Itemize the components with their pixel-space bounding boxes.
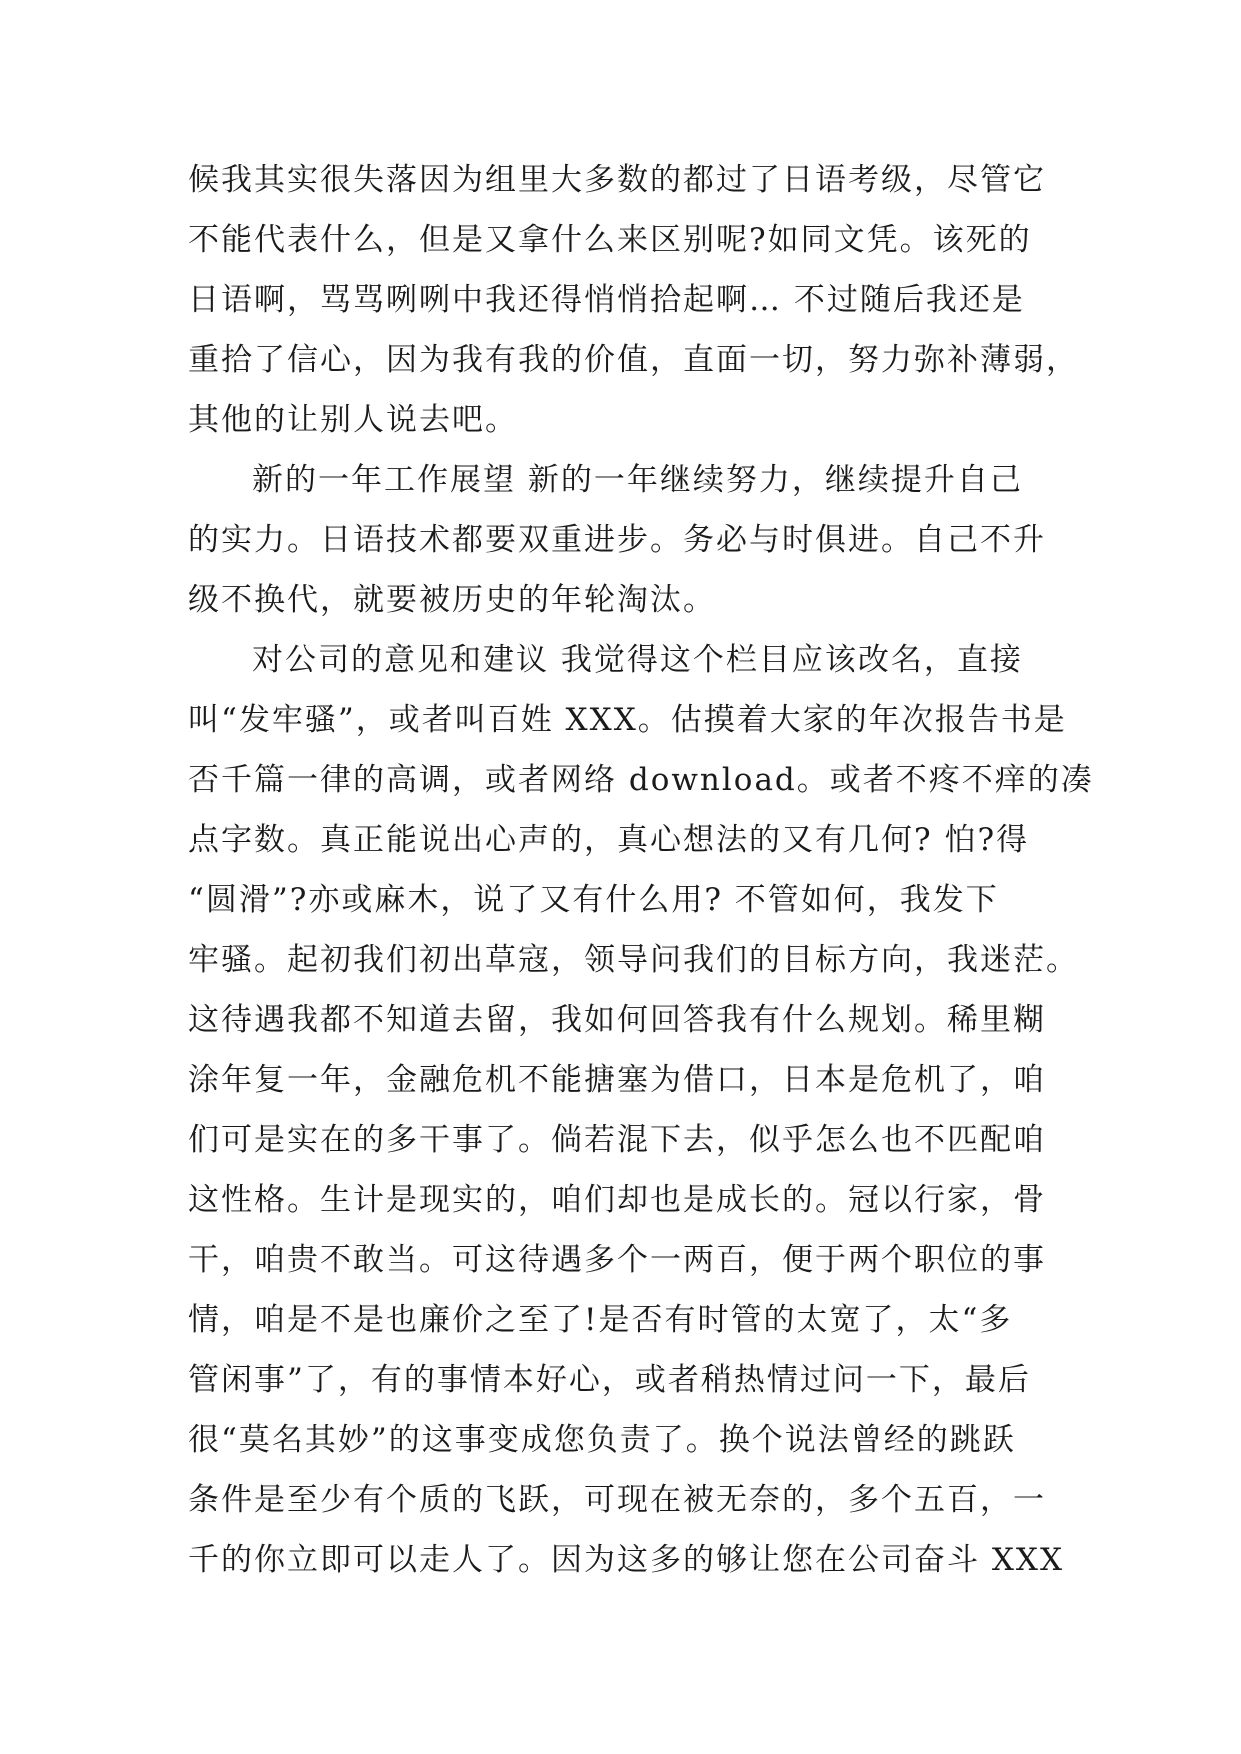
text-line: 的实力。日语技术都要双重进步。务必与时俱进。自己不升 (188, 522, 1046, 558)
text-line: 级不换代，就要被历史的年轮淘汰。 (188, 582, 716, 618)
text-line: 重拾了信心，因为我有我的价值，直面一切，努力弥补薄弱， (188, 342, 1079, 378)
text-line: 其他的让别人说去吧。 (188, 402, 518, 438)
text-line: 这性格。生计是现实的，咱们却也是成长的。冠以行家，骨 (188, 1182, 1046, 1218)
paragraph-start-line: 对公司的意见和建议 我觉得这个栏目应该改名，直接 (252, 642, 1023, 678)
text-line: 不能代表什么，但是又拿什么来区别呢?如同文凭。该死的 (188, 222, 1032, 258)
text-line: 牢骚。起初我们初出草寇，领导问我们的目标方向，我迷茫。 (188, 942, 1079, 978)
text-line: “圆滑”?亦或麻木，说了又有什么用? 不管如何，我发下 (188, 882, 999, 918)
text-line: 管闲事”了，有的事情本好心，或者稍热情过问一下，最后 (188, 1362, 1031, 1398)
text-line: 候我其实很失落因为组里大多数的都过了日语考级，尽管它 (188, 162, 1046, 198)
text-line: 点字数。真正能说出心声的，真心想法的又有几何? 怕?得 (188, 822, 1030, 858)
text-line: 日语啊，骂骂咧咧中我还得悄悄拾起啊… 不过随后我还是 (188, 282, 1025, 318)
paragraph-start-line: 新的一年工作展望 新的一年继续努力，继续提升自己 (252, 462, 1023, 498)
text-line: 千的你立即可以走人了。因为这多的够让您在公司奋斗 XXX (188, 1542, 1065, 1578)
text-line: 涂年复一年，金融危机不能搪塞为借口，日本是危机了，咱 (188, 1062, 1046, 1098)
text-line: 干，咱贵不敢当。可这待遇多个一两百，便于两个职位的事 (188, 1242, 1046, 1278)
text-line: 情，咱是不是也廉价之至了!是否有时管的太宽了，太“多 (188, 1302, 1013, 1338)
text-line: 这待遇我都不知道去留，我如何回答我有什么规划。稀里糊 (188, 1002, 1046, 1038)
text-line: 否千篇一律的高调，或者网络 download。或者不疼不痒的凑 (188, 762, 1094, 798)
text-line: 条件是至少有个质的飞跃，可现在被无奈的，多个五百，一 (188, 1482, 1046, 1518)
text-line: 叫“发牢骚”，或者叫百姓 XXX。估摸着大家的年次报告书是 (188, 702, 1067, 738)
text-line: 很“莫名其妙”的这事变成您负责了。换个说法曾经的跳跃 (188, 1422, 1016, 1458)
document-body (188, 150, 1094, 1590)
text-line: 们可是实在的多干事了。倘若混下去，似乎怎么也不匹配咱 (188, 1122, 1046, 1158)
